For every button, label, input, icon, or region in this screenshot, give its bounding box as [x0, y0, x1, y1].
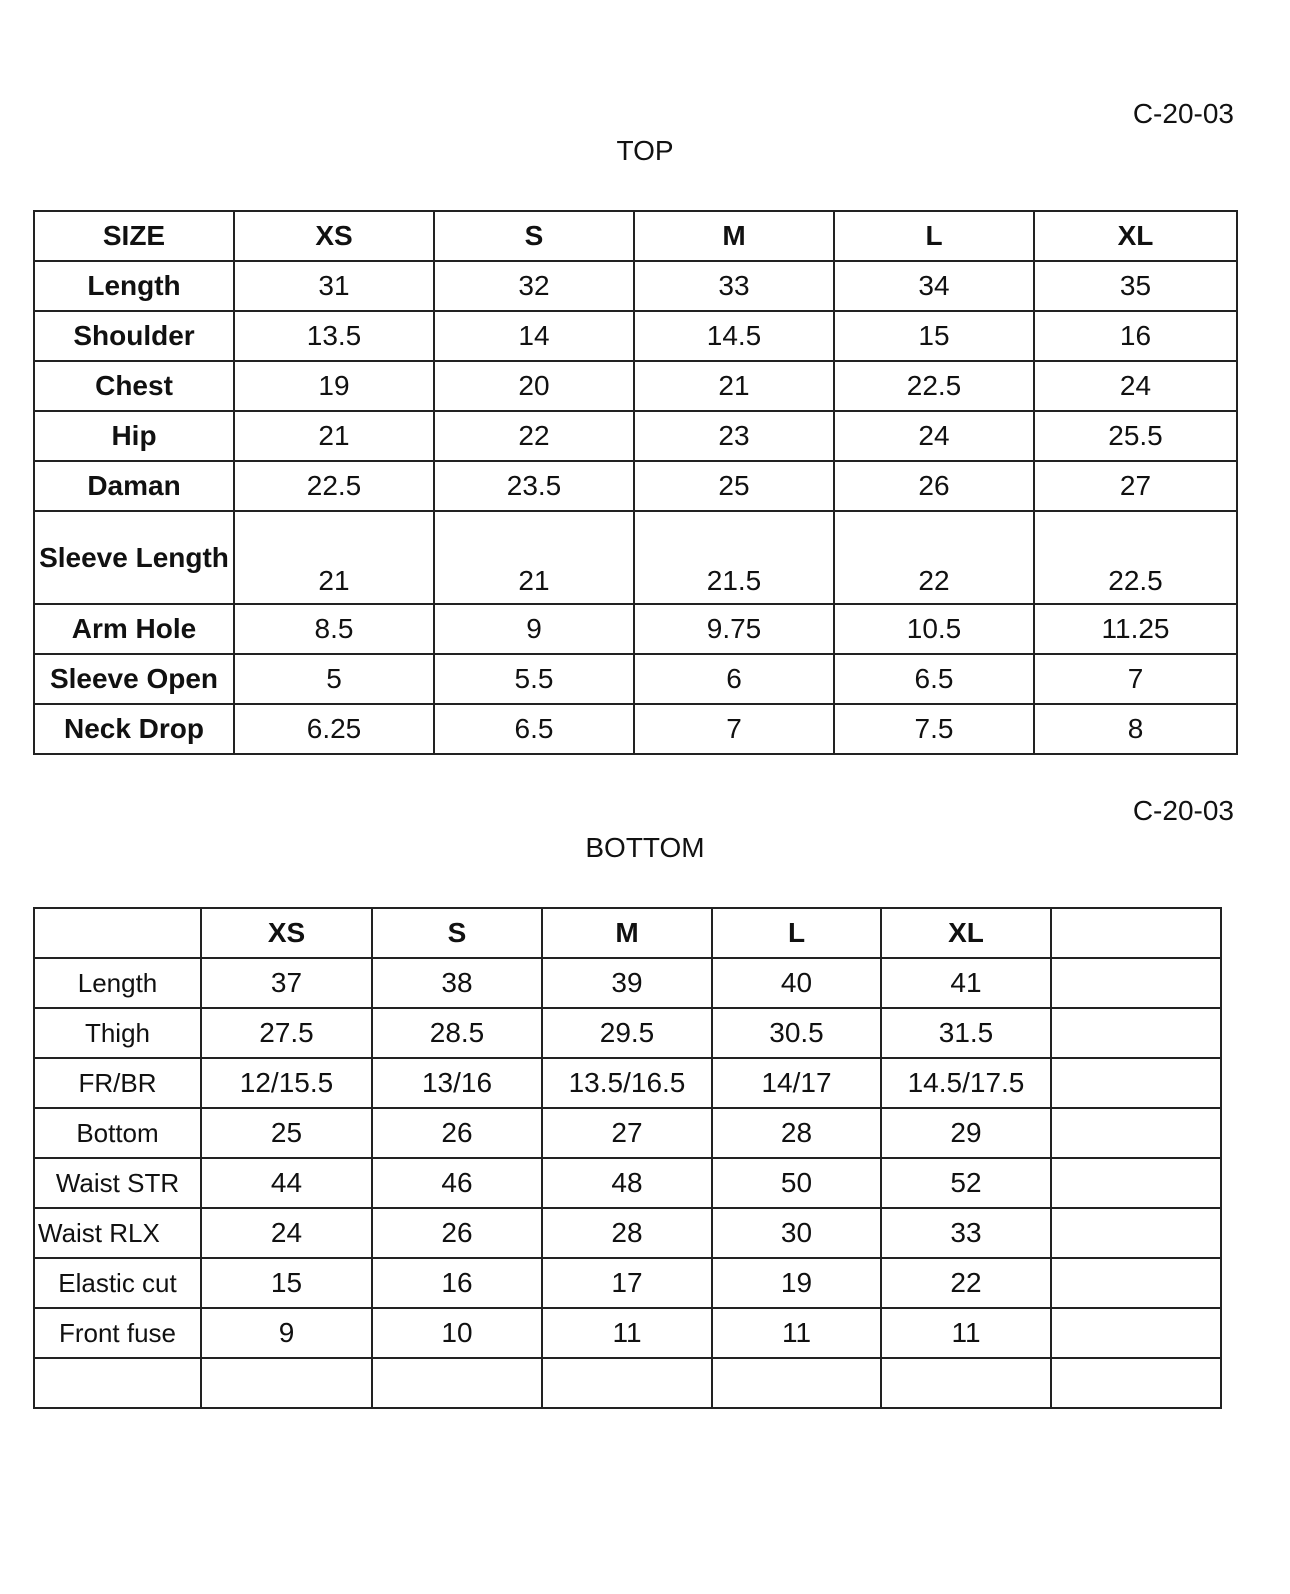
top-table-row — [34, 704, 1237, 754]
bottom-table-row — [34, 1308, 1221, 1358]
bottom-value-cell: 31.5 — [881, 1008, 1051, 1058]
bottom-value-cell: 39 — [542, 958, 712, 1008]
top-table-row — [34, 311, 1237, 361]
bottom-value-cell: 24 — [201, 1208, 372, 1258]
top-value-cell: 31 — [234, 261, 434, 311]
top-value-cell: 26 — [834, 461, 1034, 511]
bottom-value-cell — [372, 1358, 542, 1408]
bottom-value-cell — [1051, 1058, 1221, 1108]
bottom-value-cell — [1051, 1208, 1221, 1258]
top-style-code: C-20-03 — [1132, 98, 1234, 129]
top-value-cell: 16 — [1034, 311, 1237, 361]
bottom-value-cell: 9 — [201, 1308, 372, 1358]
top-value-cell: 22.5 — [1034, 511, 1237, 604]
top-value-cell: 21 — [234, 511, 434, 604]
bottom-value-cell — [881, 1358, 1051, 1408]
top-value-cell: 7.5 — [834, 704, 1034, 754]
bottom-value-cell — [201, 1358, 372, 1408]
top-row-label: Arm Hole — [34, 604, 234, 654]
top-table-title: TOP — [616, 135, 674, 166]
top-value-cell: 15 — [834, 311, 1034, 361]
top-table-row — [34, 511, 1237, 604]
top-value-cell: 21 — [234, 411, 434, 461]
bottom-value-cell: 17 — [542, 1258, 712, 1308]
top-header-row — [34, 211, 1237, 261]
bottom-value-cell — [1051, 1158, 1221, 1208]
bottom-value-cell: 29.5 — [542, 1008, 712, 1058]
top-value-cell: 21.5 — [634, 511, 834, 604]
bottom-value-cell — [1051, 1008, 1221, 1058]
top-column-header: XS — [234, 211, 434, 261]
top-value-cell: 9.75 — [634, 604, 834, 654]
bottom-value-cell — [1051, 1358, 1221, 1408]
bottom-value-cell: 44 — [201, 1158, 372, 1208]
top-value-cell: 23 — [634, 411, 834, 461]
bottom-value-cell: 22 — [881, 1258, 1051, 1308]
bottom-column-header: S — [372, 908, 542, 958]
top-value-cell: 6.5 — [434, 704, 634, 754]
top-table-row — [34, 461, 1237, 511]
bottom-row-label: Elastic cut — [34, 1258, 201, 1308]
bottom-value-cell: 26 — [372, 1108, 542, 1158]
top-value-cell: 19 — [234, 361, 434, 411]
bottom-value-cell: 37 — [201, 958, 372, 1008]
bottom-value-cell: 33 — [881, 1208, 1051, 1258]
bottom-value-cell: 28.5 — [372, 1008, 542, 1058]
bottom-column-header: XL — [881, 908, 1051, 958]
bottom-value-cell: 28 — [712, 1108, 881, 1158]
top-value-cell: 21 — [634, 361, 834, 411]
bottom-column-header: M — [542, 908, 712, 958]
top-row-label: Chest — [34, 361, 234, 411]
top-value-cell: 22.5 — [234, 461, 434, 511]
top-table-row — [34, 361, 1237, 411]
top-row-label: Shoulder — [34, 311, 234, 361]
top-value-cell: 5.5 — [434, 654, 634, 704]
top-table-row — [34, 654, 1237, 704]
bottom-value-cell: 11 — [881, 1308, 1051, 1358]
top-value-cell: 6 — [634, 654, 834, 704]
top-value-cell: 23.5 — [434, 461, 634, 511]
top-value-cell: 21 — [434, 511, 634, 604]
top-row-label: Sleeve Length — [34, 511, 234, 604]
bottom-value-cell — [712, 1358, 881, 1408]
bottom-value-cell: 30 — [712, 1208, 881, 1258]
bottom-value-cell — [1051, 1308, 1221, 1358]
bottom-value-cell: 19 — [712, 1258, 881, 1308]
bottom-value-cell: 14/17 — [712, 1058, 881, 1108]
top-value-cell: 14 — [434, 311, 634, 361]
bottom-table-row — [34, 1008, 1221, 1058]
bottom-value-cell: 27 — [542, 1108, 712, 1158]
top-value-cell: 13.5 — [234, 311, 434, 361]
bottom-column-header — [34, 908, 201, 958]
top-value-cell: 22.5 — [834, 361, 1034, 411]
bottom-column-header: XS — [201, 908, 372, 958]
top-value-cell: 34 — [834, 261, 1034, 311]
top-value-cell: 14.5 — [634, 311, 834, 361]
top-table-row — [34, 411, 1237, 461]
bottom-table-row — [34, 1158, 1221, 1208]
bottom-value-cell: 48 — [542, 1158, 712, 1208]
top-value-cell: 20 — [434, 361, 634, 411]
bottom-style-code: C-20-03 — [1132, 795, 1234, 826]
bottom-table-row — [34, 958, 1221, 1008]
bottom-value-cell — [1051, 958, 1221, 1008]
top-value-cell: 8 — [1034, 704, 1237, 754]
top-value-cell: 9 — [434, 604, 634, 654]
top-row-label: Neck Drop — [34, 704, 234, 754]
top-value-cell: 33 — [634, 261, 834, 311]
top-column-header: SIZE — [34, 211, 234, 261]
top-row-label: Hip — [34, 411, 234, 461]
top-size-table — [33, 210, 1238, 755]
bottom-value-cell — [1051, 1108, 1221, 1158]
bottom-value-cell: 11 — [712, 1308, 881, 1358]
bottom-value-cell: 13/16 — [372, 1058, 542, 1108]
bottom-value-cell: 38 — [372, 958, 542, 1008]
bottom-row-label: Front fuse — [34, 1308, 201, 1358]
top-row-label: Sleeve Open — [34, 654, 234, 704]
top-row-label: Length — [34, 261, 234, 311]
bottom-value-cell — [1051, 1258, 1221, 1308]
bottom-value-cell: 40 — [712, 958, 881, 1008]
bottom-value-cell: 12/15.5 — [201, 1058, 372, 1108]
top-column-header: L — [834, 211, 1034, 261]
bottom-row-label: Waist RLX — [34, 1208, 201, 1258]
top-value-cell: 6.25 — [234, 704, 434, 754]
bottom-table-row — [34, 1258, 1221, 1308]
top-value-cell: 22 — [834, 511, 1034, 604]
bottom-column-header: L — [712, 908, 881, 958]
bottom-row-label: Length — [34, 958, 201, 1008]
top-value-cell: 35 — [1034, 261, 1237, 311]
top-value-cell: 7 — [634, 704, 834, 754]
top-value-cell: 22 — [434, 411, 634, 461]
bottom-value-cell: 30.5 — [712, 1008, 881, 1058]
bottom-value-cell: 16 — [372, 1258, 542, 1308]
top-row-label: Daman — [34, 461, 234, 511]
bottom-table-row — [34, 1358, 1221, 1408]
bottom-row-label: FR/BR — [34, 1058, 201, 1108]
top-value-cell: 8.5 — [234, 604, 434, 654]
bottom-table-row — [34, 1108, 1221, 1158]
top-table-row — [34, 604, 1237, 654]
top-table-row — [34, 261, 1237, 311]
top-column-header: XL — [1034, 211, 1237, 261]
top-column-header: S — [434, 211, 634, 261]
top-value-cell: 11.25 — [1034, 604, 1237, 654]
bottom-table-row — [34, 1058, 1221, 1108]
top-value-cell: 6.5 — [834, 654, 1034, 704]
bottom-table-row — [34, 1208, 1221, 1258]
bottom-value-cell: 52 — [881, 1158, 1051, 1208]
top-value-cell: 25 — [634, 461, 834, 511]
bottom-column-header — [1051, 908, 1221, 958]
bottom-table-title: BOTTOM — [585, 832, 705, 863]
bottom-value-cell: 10 — [372, 1308, 542, 1358]
top-column-header: M — [634, 211, 834, 261]
top-value-cell: 25.5 — [1034, 411, 1237, 461]
bottom-value-cell: 14.5/17.5 — [881, 1058, 1051, 1108]
bottom-value-cell: 11 — [542, 1308, 712, 1358]
bottom-value-cell: 28 — [542, 1208, 712, 1258]
bottom-value-cell: 46 — [372, 1158, 542, 1208]
bottom-value-cell — [542, 1358, 712, 1408]
bottom-row-label: Thigh — [34, 1008, 201, 1058]
top-value-cell: 24 — [1034, 361, 1237, 411]
bottom-size-table — [33, 907, 1222, 1409]
bottom-value-cell: 13.5/16.5 — [542, 1058, 712, 1108]
bottom-value-cell: 27.5 — [201, 1008, 372, 1058]
top-value-cell: 10.5 — [834, 604, 1034, 654]
bottom-value-cell: 26 — [372, 1208, 542, 1258]
bottom-header-row — [34, 908, 1221, 958]
bottom-value-cell: 15 — [201, 1258, 372, 1308]
top-value-cell: 24 — [834, 411, 1034, 461]
bottom-row-label — [34, 1358, 201, 1408]
bottom-value-cell: 41 — [881, 958, 1051, 1008]
bottom-value-cell: 50 — [712, 1158, 881, 1208]
top-value-cell: 27 — [1034, 461, 1237, 511]
top-value-cell: 32 — [434, 261, 634, 311]
bottom-row-label: Waist STR — [34, 1158, 201, 1208]
bottom-value-cell: 29 — [881, 1108, 1051, 1158]
top-value-cell: 5 — [234, 654, 434, 704]
bottom-row-label: Bottom — [34, 1108, 201, 1158]
top-value-cell: 7 — [1034, 654, 1237, 704]
bottom-value-cell: 25 — [201, 1108, 372, 1158]
